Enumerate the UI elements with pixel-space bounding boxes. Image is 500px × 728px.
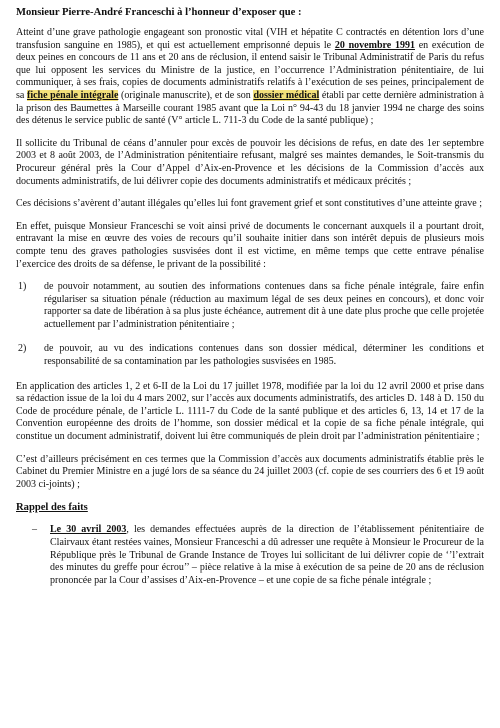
intro-text-a: Atteint d’une grave pathologie engageant son pronostic vital (VIH et hépatite C contractés en détention lors d’une transfusion sanguine en 1985), et qui est actuellement emprisonné depuis le [16,27,484,51]
paragraph-illegales: Ces décisions s’avèrent d’autant illégales qu’elles lui font gravement grief et sont constitutives d’une atteinte grave ; [16,198,482,210]
intro-date: 20 novembre 1991 [334,39,415,51]
dash-bullet: – [32,524,37,536]
paragraph-commission: C’est d’ailleurs précisément en ces termes que la Commission d’accès aux documents administratifs établie près le Cabinet du Premier Ministre en a jugé lors de sa séance du 24 juillet 2003 (cf. copie de ses courriers des 6 et 19 août 2003 ci-joints) ; [16,453,484,490]
fact-item [32,524,484,587]
document-heading: Monsieur Pierre-André Franceschi à l’honneur d’exposer que : [16,7,302,18]
intro-text-d: établi par cette dernière administration à la prison des Baumettes à Marseille courant 1985 avant que la Loi n° 94-43 du 18 janvier 1994 ne charge des soins des détenus le service public de santé (V° article L. 711-3 du Code de la santé publique) ; [16,89,484,127]
fact-body: , les demandes effectuées auprès de la direction de l’établissement pénitentiaire de Clairvaux étant restées vaines, Monsieur Franceschi a dû adresser une requête à Monsieur le Procureur de la République près le Tribunal de Grande Instance de Troyes lui sollicitant de lui délivrer copie de ‘’l’extrait des minutes du greffe pour écrou’’ – pièce relative à la mise à exécution de sa peine de 20 ans de réclusion prononcée par la Cour d’assises d’Aix-en-Provence – et une copie de sa fiche pénale intégrale ; [50,524,484,586]
paragraph-sollicite: Il sollicite du Tribunal de céans d’annuler pour excès de pouvoir les décisions de refus, en date des 1er septembre 2003 et 8 août 2003, de l’Administration pénitentiaire refusant, malgré ses maintes demandes, le Soit-transmis du Procureur général près la Cour d’Appel d’Aix-en-Provence et les décisions de la Commission d’accès aux documents administratifs, de lui délivrer copie des documents administratifs et médicaux précités ; [16,137,484,187]
intro-text-c: (originale manuscrite), et de son [118,89,254,101]
section-title-rappel: Rappel des faits [16,502,88,514]
list-number: 1) [18,281,27,293]
list-item-1 [16,281,484,331]
fact-text [50,524,484,587]
list-text: de pouvoir notamment, au soutien des informations contenues dans sa fiche pénale intégrale, faire enfin régulariser sa situation pénale (réduction au maximum légal de ses deux peines en concours), et donc voir rapporter sa date de libération à sa plus juste échéance, autrement dit à une date plus proche que celle projetée actuellement par l’administration pénitentiaire ; [44,281,484,330]
paragraph-en-effet: En effet, puisque Monsieur Franceschi se voit ainsi privé de documents le concernant auxquels il a pourtant droit, entravant la mise en œuvre des voies de recours qu’il souhaite initier dans son intérêt depuis de plusieurs mois compte tenu des graves pathologies susvisées dont il est victime, en même temps que cette entrave pénalise l’exercice des droits de sa défense, le privant de la possibilité : [16,220,484,270]
dossier-medical-highlight: dossier médical [253,89,320,101]
paragraph-application: En application des articles 1, 2 et 6-II de la Loi du 17 juillet 1978, modifiée par la loi du 12 avril 2000 et prise dans sa rédaction issue de la loi du 4 mars 2002, sur l’accès aux documents administratifs, des articles D. 148 à D. 150 du Code de procédure pénale, de l’article L. 1111-7 du Code de la santé publique et des articles 6, 13, 14 et 17 de la Convention européenne des droits de l’homme, son dossier médical et la copie de sa fiche pénale intégrale, qui constitue un document administratif, doivent lui être communiqués de plein droit par l’administration pénitentiaire ; [16,380,484,443]
fiche-penale-highlight: fiche pénale intégrale [26,89,119,101]
paragraph-intro [16,27,484,128]
list-number: 2) [18,343,27,355]
fact-date: Le 30 avril 2003 [50,524,127,536]
list-text: de pouvoir, au vu des indications contenues dans son dossier médical, déterminer les conditions et responsabilité de sa contamination par les pathologies susvisées en 1985. [44,343,484,368]
list-item-2 [16,343,484,368]
intro-text-b: en exécution de deux peines en concours de 11 ans et 20 ans de réclusion, il entend saisir le Tribunal Administratif de Paris du refus que lui opposent les services du Ministre de la justice, en l’occurrence l’Administration pénitentiaire, de lui communiquer, à ses frais, copies de documents administratifs relatifs à l’exécution de ses peines, principalement de sa [16,39,485,101]
